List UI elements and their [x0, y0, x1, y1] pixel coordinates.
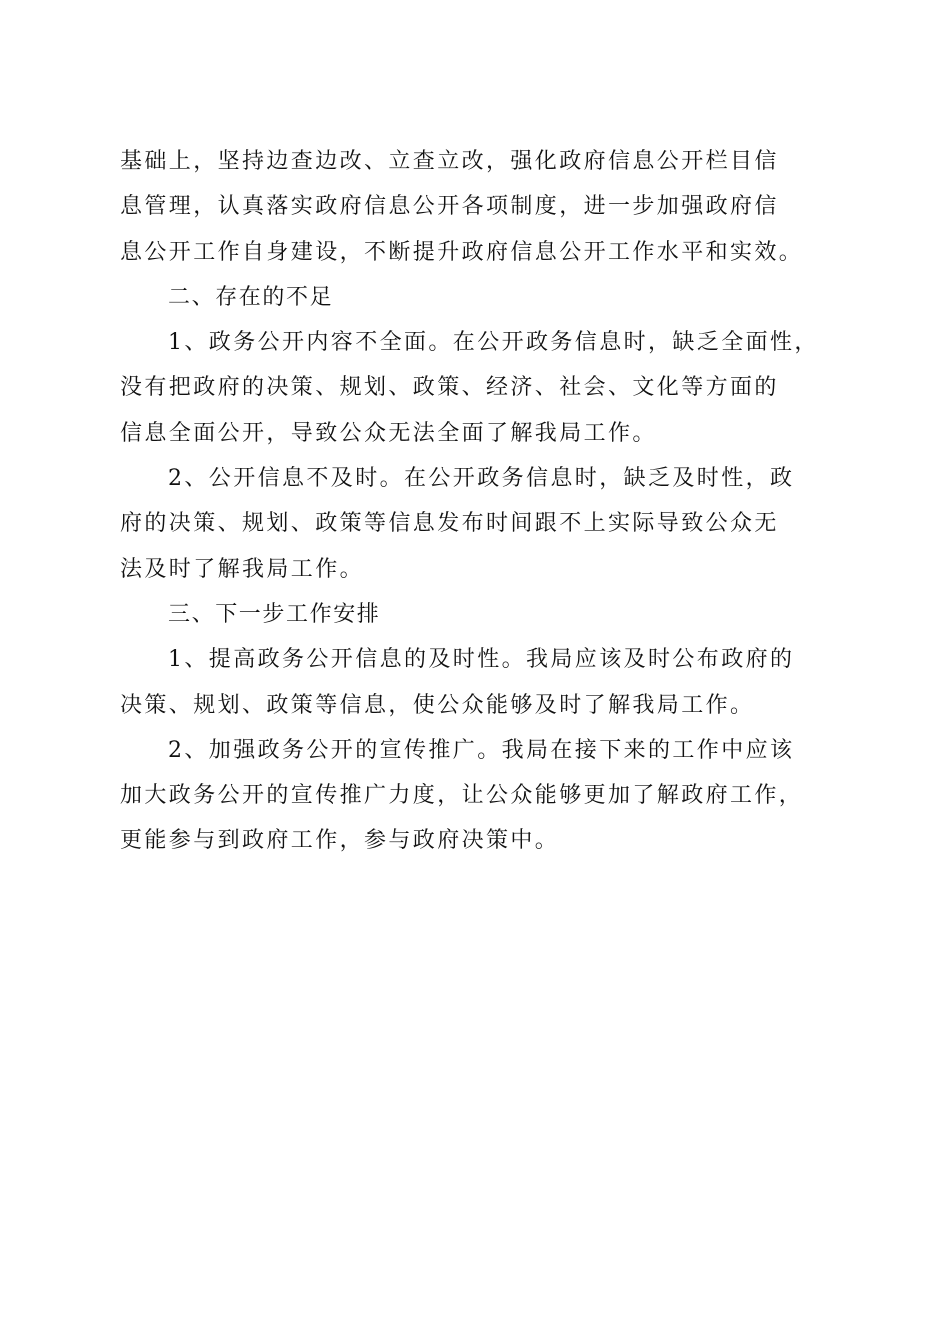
paragraph-line: 2、公开信息不及时。在公开政务信息时，缺乏及时性，政 — [168, 466, 795, 492]
paragraph-line: 2、加强政务公开的宣传推广。我局在接下来的工作中应该 — [168, 737, 795, 763]
paragraph-line: 法及时了解我局工作。 — [120, 556, 365, 582]
section-heading-next-steps: 三、下一步工作安排 — [168, 601, 381, 627]
paragraph-line: 加大政务公开的宣传推广力度，让公众能够更加了解政府工作， — [120, 783, 804, 809]
paragraph-line: 1、政务公开内容不全面。在公开政务信息时，缺乏全面性， — [168, 330, 819, 356]
paragraph-line: 息管理，认真落实政府信息公开各项制度，进一步加强政府信 — [120, 194, 779, 220]
paragraph-line: 基础上，坚持边查边改、立查立改，强化政府信息公开栏目信 — [120, 149, 779, 174]
paragraph-line: 信息全面公开，导致公众无法全面了解我局工作。 — [120, 420, 657, 446]
paragraph-line: 决策、规划、政策等信息，使公众能够及时了解我局工作。 — [120, 692, 755, 718]
paragraph-line: 息公开工作自身建设，不断提升政府信息公开工作水平和实效。 — [120, 239, 804, 265]
section-heading-shortcomings: 二、存在的不足 — [168, 284, 334, 310]
paragraph-line: 更能参与到政府工作，参与政府决策中。 — [120, 828, 560, 854]
paragraph-line: 府的决策、规划、政策等信息发布时间跟不上实际导致公众无 — [120, 511, 779, 537]
paragraph-line: 没有把政府的决策、规划、政策、经济、社会、文化等方面的 — [120, 375, 779, 401]
paragraph-line: 1、提高政务公开信息的及时性。我局应该及时公布政府的 — [168, 647, 795, 673]
document-body — [120, 139, 832, 864]
